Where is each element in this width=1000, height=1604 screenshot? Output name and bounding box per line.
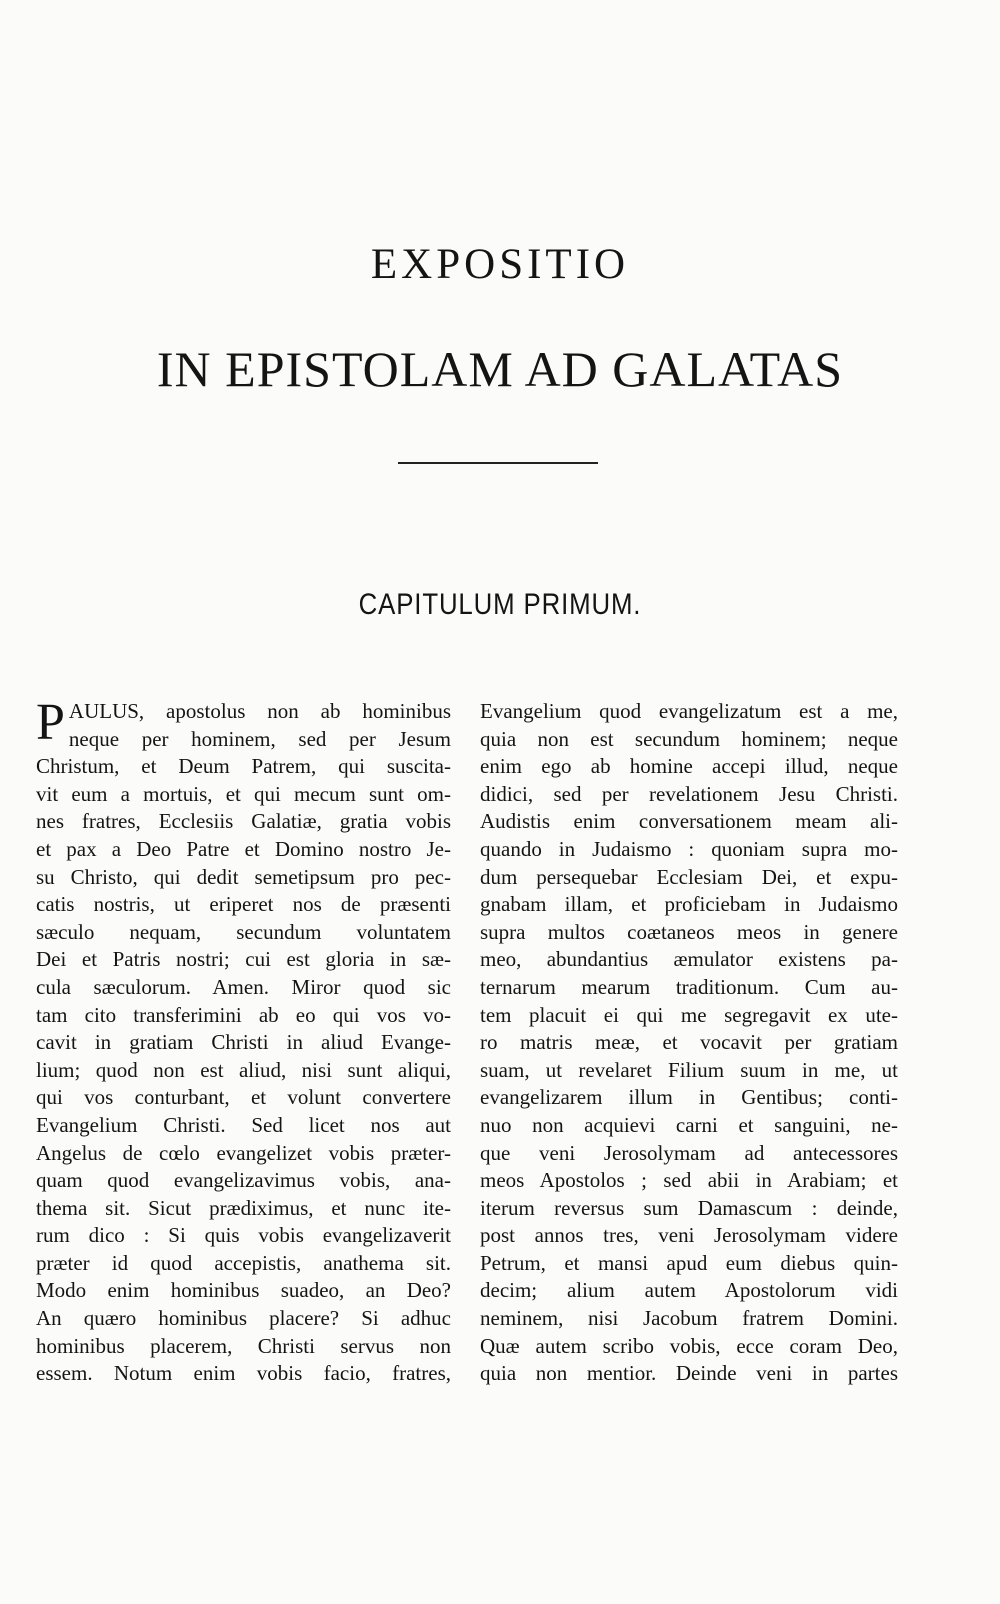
title-divider	[398, 462, 598, 464]
text-line: enim ego ab homine accepi illud, neque	[480, 754, 898, 779]
text-line: Angelus de cœlo evangelizet vobis præter-	[36, 1140, 451, 1165]
title-in-epistolam: IN EPISTOLAM AD GALATAS	[156, 341, 844, 397]
text-line: Modo enim hominibus suadeo, an Deo?	[36, 1278, 451, 1303]
text-line: lium; quod non est aliud, nisi sunt aliqui,	[36, 1057, 451, 1082]
text-line: didici, sed per revelationem Jesu Christi.	[480, 781, 898, 806]
right-column	[480, 698, 898, 1388]
text-line: evangelizarem illum in Gentibus; conti-	[480, 1085, 898, 1110]
left-column-lines	[36, 753, 451, 1388]
text-line: meos Apostolos ; sed abii in Arabiam; et	[480, 1168, 898, 1193]
text-line: hominibus placerem, Christi servus non	[36, 1333, 451, 1358]
text-line: nuo non acquievi carni et sanguini, ne-	[480, 1112, 898, 1137]
text-line: quando in Judaismo : quoniam supra mo-	[480, 836, 898, 861]
text-line: qui vos conturbant, et volunt convertere	[36, 1085, 451, 1110]
chapter-heading: CAPITULUM PRIMUM.	[358, 588, 642, 621]
text-line: Christum, et Deum Patrem, qui suscita-	[36, 754, 451, 779]
text-line: neque per hominem, sed per Jesum	[68, 726, 451, 751]
text-line: An quæro hominibus placere? Si adhuc	[36, 1306, 451, 1331]
text-line: iterum reversus sum Damascum : deinde,	[480, 1195, 898, 1220]
text-line: tam cito transferimini ab eo qui vos vo-	[36, 1002, 451, 1027]
text-line: Audistis enim conversationem meam ali-	[480, 809, 898, 834]
text-line: gnabam illam, et proficiebam in Judaismo	[480, 892, 898, 917]
text-line: supra multos coætaneos meos in genere	[480, 919, 898, 944]
text-line: quia non mentior. Deinde veni in partes	[480, 1361, 898, 1386]
text-line: rum dico : Si quis vobis evangelizaverit	[36, 1223, 451, 1248]
title-expositio: EXPOSITIO	[370, 241, 630, 288]
right-column-lines	[480, 698, 898, 1388]
text-line: sæculo nequam, secundum voluntatem	[36, 919, 451, 944]
text-line: AULUS, apostolus non ab hominibus	[68, 699, 451, 723]
text-line: dum persequebar Ecclesiam Dei, et expu-	[480, 864, 898, 889]
text-line: quia non est secundum hominem; neque	[480, 726, 898, 751]
text-line: tem placuit ei qui me segregavit ex ute-	[480, 1002, 898, 1027]
text-line: suam, ut revelaret Filium suum in me, ut	[480, 1057, 898, 1082]
text-line: essem. Notum enim vobis facio, fratres,	[36, 1361, 451, 1386]
text-line: quam quod evangelizavimus vobis, ana-	[36, 1168, 451, 1193]
text-line: meo, abundantius æmulator existens pa-	[480, 947, 898, 972]
text-line: Evangelium quod evangelizatum est a me,	[480, 699, 898, 723]
text-line: ro matris meæ, et vocavit per gratiam	[480, 1030, 898, 1055]
text-line: Quæ autem scribo vobis, ecce coram Deo,	[480, 1333, 898, 1358]
text-line: post annos tres, veni Jerosolymam videre	[480, 1223, 898, 1248]
text-line: Dei et Patris nostri; cui est gloria in sæ-	[36, 947, 451, 972]
text-line: cula sæculorum. Amen. Miror quod sic	[36, 974, 451, 999]
text-line: catis nostris, ut eriperet nos de præsenti	[36, 892, 451, 917]
text-line: vit eum a mortuis, et qui mecum sunt om-	[36, 781, 451, 806]
text-line: decim; alium autem Apostolorum vidi	[480, 1278, 898, 1303]
text-line: ternarum mearum traditionum. Cum au-	[480, 974, 898, 999]
text-line: que veni Jerosolymam ad antecessores	[480, 1140, 898, 1165]
bleed-through-header	[220, 118, 700, 148]
text-line: præter id quod accepistis, anathema sit.	[36, 1250, 451, 1275]
left-column	[36, 694, 451, 1388]
text-line: su Christo, qui dedit semetipsum pro pec-	[36, 864, 451, 889]
text-line: cavit in gratiam Christi in aliud Evange-	[36, 1030, 451, 1055]
drop-cap: P	[36, 694, 65, 751]
text-line: Evangelium Christi. Sed licet nos aut	[36, 1112, 451, 1137]
text-line: Petrum, et mansi apud eum diebus quin-	[480, 1250, 898, 1275]
text-line: nes fratres, Ecclesiis Galatiæ, gratia vobis	[36, 809, 451, 834]
text-line: et pax a Deo Patre et Domino nostro Je-	[36, 836, 451, 861]
text-line: thema sit. Sicut prædiximus, et nunc ite-	[36, 1195, 451, 1220]
text-line: neminem, nisi Jacobum fratrem Domini.	[480, 1306, 898, 1331]
